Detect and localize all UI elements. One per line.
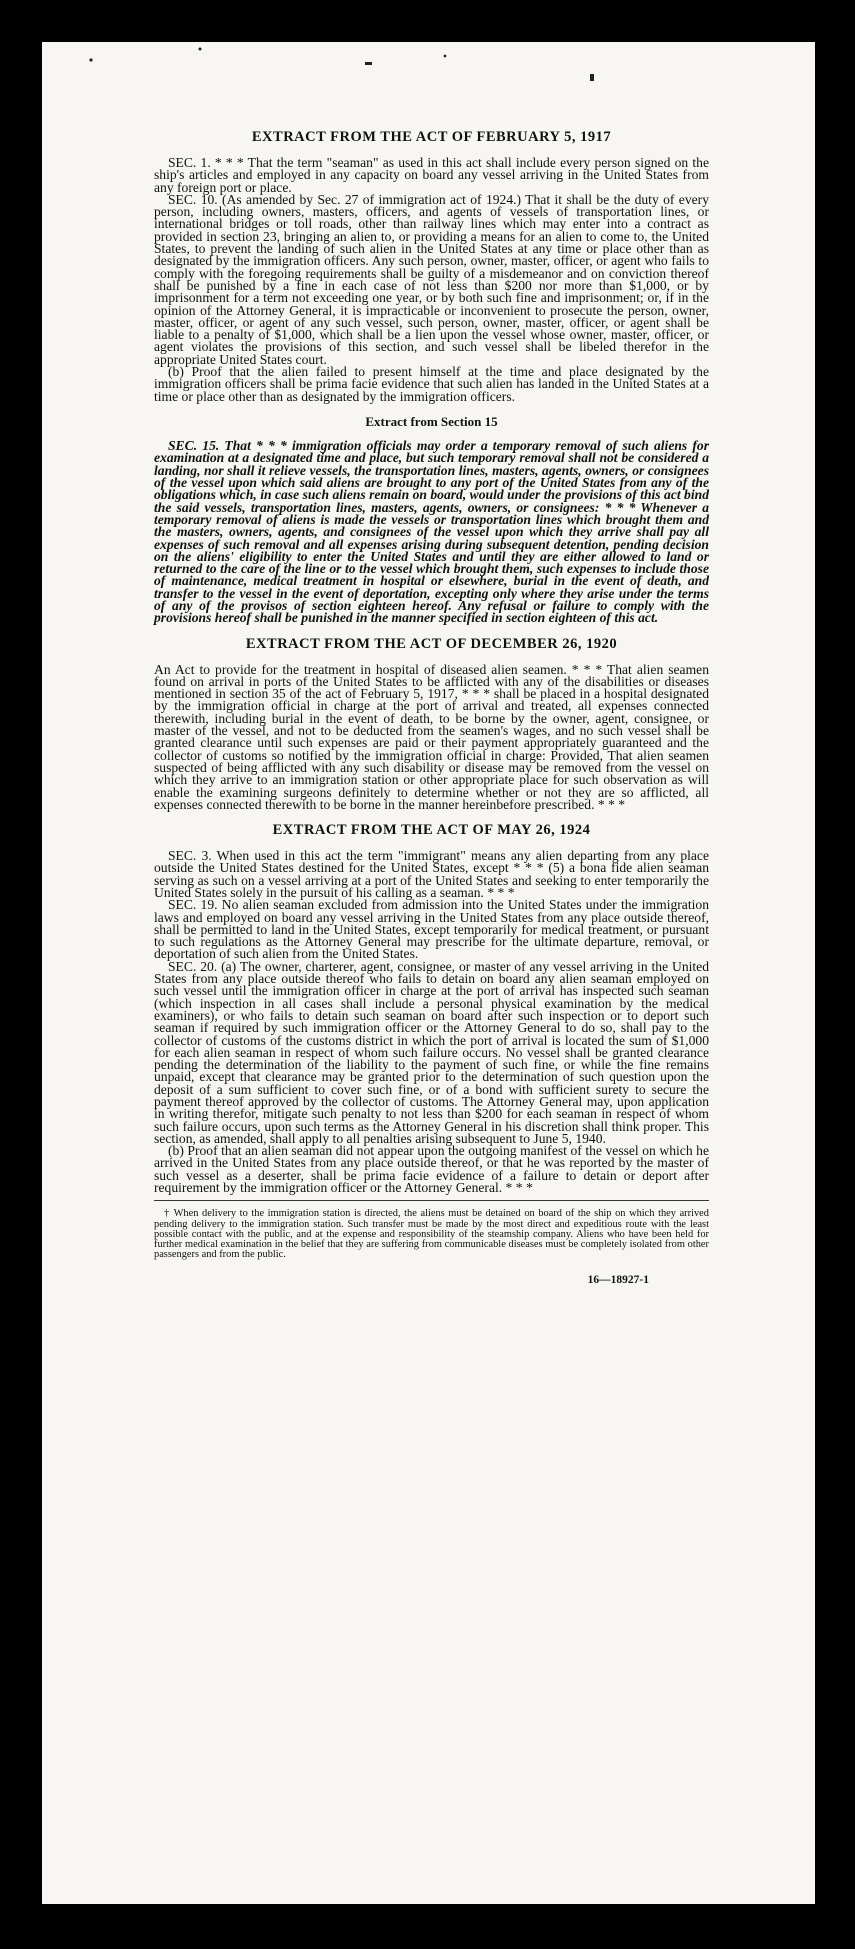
footnote <box>154 1200 709 1260</box>
heading-act-1924: EXTRACT FROM THE ACT OF MAY 26, 1924 <box>272 822 591 839</box>
scan-specks <box>42 42 815 142</box>
paragraph-sec-20b: (b) Proof that an alien seaman did not appear upon the outgoing manifest of the vessel on which he arrived in the United States from any place outside thereof, or that he was reported by the master of such vessel as a deserter, shall be prima facie evidence of a failure to detain or deport after requirement by the immigration officer or the Attorney General. * * * <box>154 1143 709 1196</box>
paragraph-sec-19: SEC. 19. No alien seaman excluded from admission into the United States under the immigration laws and employed on board any vessel arriving in the United States from any place outside thereof, shall be permitted to land in the United States, except temporarily for medical treatment, or pursuant to such regulations as the Attorney General may prescribe for the ultimate departure, removal, or deportation of such alien from the United States. <box>154 897 709 962</box>
paragraph-sec-3: SEC. 3. When used in this act the term "immigrant" means any alien departing from any place outside the United States destined for the United States, except * * * (5) a bona fide alien seaman serving as such on a vessel arriving at a port of the United States and seeking to enter temporarily the United States solely in the pursuit of his calling as a seaman. * * * <box>154 848 709 900</box>
paragraph-sec-10: SEC. 10. (As amended by Sec. 27 of immigration act of 1924.) That it shall be the duty of every person, including owners, masters, officers, and agents of vessels of transportation lines, or international bridges or toll roads, other than railway lines which may enter into a contract as provided in section 23, bringing an alien to, or providing a means for an alien to come to, the United States, to prevent the landing of such alien in the United States at any time or place other than as designated by the immigration officers. Any such person, owner, master, officer, or agent who fails to comply with the foregoing requirements shall be guilty of a misdemeanor and on conviction thereof shall be punished by a fine in each case of not less than $200 nor more than $1,000, or by imprisonment for a term not exceeding one year, or by both such fine and imprisonment; or, if in the opinion of the Attorney General, it is impracticable or inconvenient to prosecute the person, owner, master, officer, or agent of any such vessel, such person, owner, master, officer, or agent shall be liable to a penalty of $1,000, which shall be a lien upon the vessel whose owner, master, officer, or agent violates the provisions of this section, and such vessel shall be libeled therefor in the appropriate United States court. <box>154 191 709 367</box>
document-content <box>154 130 709 1286</box>
heading-act-1920: EXTRACT FROM THE ACT OF DECEMBER 26, 1920 <box>245 635 618 652</box>
paragraph-sec-1: SEC. 1. * * * That the term "seaman" as used in this act shall include every person signed on the ship's articles and employed in any capacity on board any vessel arriving in the United States from any foreign port or place. <box>154 154 709 195</box>
heading-section-15: Extract from Section 15 <box>365 413 498 429</box>
paragraph-act-1920: An Act to provide for the treatment in hospital of diseased alien seamen. * * * That alien seamen found on arrival in ports of the United States to be afflicted with any of the disabilities or diseases mentioned in section 35 of the act of February 5, 1917, * * * shall be placed in a hospital designated by the immigration official in charge at the port of arrival and treated, all expenses connected therewith, including burial in the event of death, to be borne by the owner, agent, consignee, or master of the vessel, and not to be deducted from the seamen's wages, and no such vessel shall be granted clearance until such expenses are paid or their payment appropriately guaranteed and the collector of customs so notified by the immigration official in charge: Provided, That alien seamen suspected of being afflicted with any such disability or disease may be removed from the vessel on which they arrive to an immigration station or other appropriate place for such observation as will enable the examining surgeons definitely to determine whether or not they are so afflicted, all expenses connected therewith to be borne in the manner hereinbefore prescribed. * * * <box>154 661 709 812</box>
footnote-text: † When delivery to the immigration station is directed, the aliens must be detained on board of the ship on which they arrived pending delivery to the immigration station. Such transfer must be made by the most direct and expeditious route with the least possible contact with the public, and at the expense and responsibility of the steamship company. Aliens who have been held for further medical examination in the belief that they are suffering from communicable diseases must be completely isolated from other passengers and from the public. <box>154 1208 709 1261</box>
paragraph-sec-15: SEC. 15. That * * * immigration officials may order a temporary removal of such aliens for examination at a designated time and place, but such temporary removal shall not be considered a landing, nor shall it relieve vessels, the transportation lines, masters, agents, owners, or consignees of the vessel upon which said aliens are brought to any port of the United States from any of the obligations which, in case such aliens remain on board, would under the provisions of this act bind the said vessels, transportation lines, masters, agents, owners, or consignees: * * * Whenever a temporary removal of aliens is made the vessels or transportation lines which brought them and the masters, owners, agents, and consignees of the vessel upon which they arrive shall pay all expenses of such removal and all expenses arising during subsequent detention, pending decision on the aliens' eligibility to enter the United States and until they are either allowed to land or returned to the care of the line or to the vessel which brought them, such expenses to include those of maintenance, medical treatment in hospital or elsewhere, burial in the event of death, and transfer to the vessel in the event of deportation, excepting only where they arise under the terms of any of the provisos of section eighteen hereof. Any refusal or failure to comply with the provisions hereof shall be punished in the manner specified in section eighteen of this act. <box>154 438 709 626</box>
paragraph-sec-10b: (b) Proof that the alien failed to present himself at the time and place designated by the immigration officers shall be prima facie evidence that such alien has landed in the United States at a time or place other than as designated by the immigration officers. <box>154 363 709 404</box>
paragraph-sec-20a: SEC. 20. (a) The owner, charterer, agent, consignee, or master of any vessel arriving in the United States from any place outside thereof who fails to detain on board any alien seaman employed on such vessel until the immigration officer in charge at the port of arrival has inspected such seaman (which inspection in all cases shall include a personal physical examination by the medical examiners), or who fails to detain such seaman on board after such inspection or to deport such seaman if required by such immigration officer or the Attorney General to do so, shall pay to the collector of customs of the customs district in which the port of arrival is located the sum of $1,000 for each alien seaman in respect of whom such failure occurs. No vessel shall be granted clearance pending the determination of the liability to the payment of such fine, or while the fine remains unpaid, except that clearance may be granted prior to the determination of such question upon the deposit of a sum sufficient to cover such fine, or of a bond with sufficient surety to secure the payment thereof approved by the collector of customs. The Attorney General may, upon application in writing therefor, mitigate such penalty to not less than $200 for each seaman in respect of whom such failure occurs, upon such terms as the Attorney General in his discretion shall think proper. This section, as amended, shall apply to all penalties arising subsequent to June 5, 1940. <box>154 958 709 1146</box>
heading-act-1917: EXTRACT FROM THE ACT OF FEBRUARY 5, 1917 <box>251 129 612 145</box>
document-page <box>42 42 815 1904</box>
print-code: 16—18927-1 <box>587 1274 649 1287</box>
